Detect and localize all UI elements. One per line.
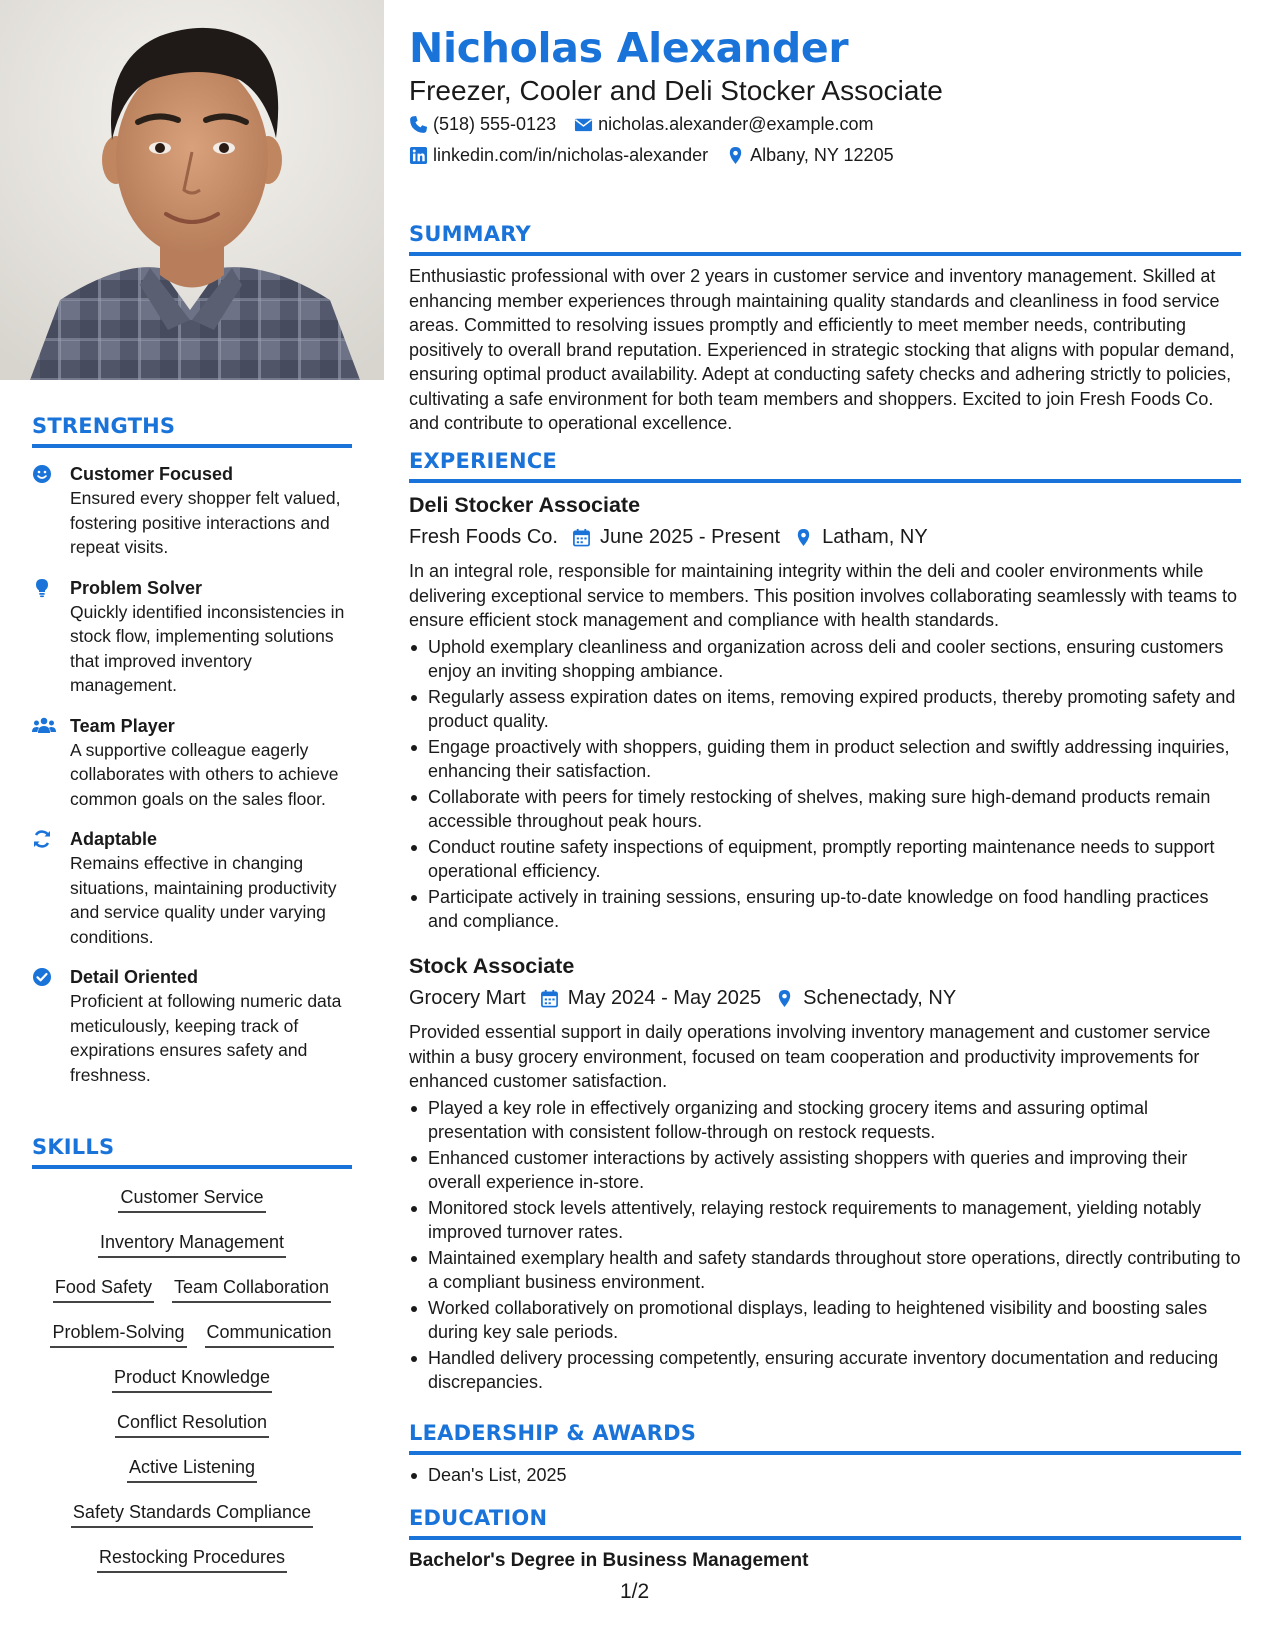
profile-photo [0,0,384,380]
strength-title: Adaptable [70,829,158,849]
strength-description: A supportive colleague eagerly collaborates with others to achieve common goals on the sales floor. [70,739,339,809]
sync-icon [32,827,70,949]
calendar-icon [558,528,600,547]
strength-item [32,714,352,812]
strengths-list [32,462,352,1087]
job-dates: June 2025 - Present [599,526,781,548]
sidebar [32,414,352,1103]
job-location: Latham, NY [822,526,928,548]
skill-tag: Active Listening [127,1455,257,1483]
strength-item [32,827,352,949]
job-entry [409,954,1241,1396]
strength-description: Quickly identified inconsistencies in stock flow, implementing solutions that improved inventory management. [70,601,345,695]
phone-text: (518) 555-0123 [433,114,557,134]
map-pin-icon [726,146,750,165]
map-pin-icon [780,528,822,547]
smile-icon [32,462,70,560]
job-meta [409,987,1241,1010]
section-divider [409,1451,1241,1455]
skill-tag: Inventory Management [98,1230,286,1258]
skill-tag: Communication [205,1320,334,1348]
bullet-item: Maintained exemplary health and safety standards throughout store operations, directly contributing to a compliant business environment. [409,1246,1241,1295]
job-bullets [409,1096,1241,1395]
page-number: 1/2 [620,1580,650,1603]
skill-tag: Conflict Resolution [115,1410,269,1438]
bullet-item: Participate actively in training sessions, ensuring up-to-date knowledge on food handling practices and compliance. [409,885,1241,934]
bullet-item: Engage proactively with shoppers, guiding them in product selection and swiftly addressing inquiries, enhancing their satisfaction. [409,735,1241,784]
skill-tag: Restocking Procedures [97,1545,287,1573]
job-title: Deli Stocker Associate [409,493,641,517]
bullet-item: Conduct routine safety inspections of equipment, promptly reporting maintenance needs to support operational efficiency. [409,835,1241,884]
contact-row-2 [409,145,912,166]
phone-contact[interactable] [409,114,556,135]
bullet-item: Collaborate with peers for timely restocking of shelves, making sure high-demand products remain accessible throughout peak hours. [409,785,1241,834]
portrait-illustration [0,0,384,380]
strength-item [32,965,352,1087]
job-entry [409,493,1241,934]
envelope-icon [574,115,598,134]
skill-tag: Customer Service [118,1185,265,1213]
job-meta [409,526,1241,549]
strengths-section [32,414,352,1087]
left-column [0,0,384,1650]
bullet-item: Enhanced customer interactions by actively assisting shoppers with queries and improving their overall experience in-store. [409,1146,1241,1195]
job-title: Stock Associate [409,954,575,978]
section-divider [409,1536,1241,1540]
email-text: nicholas.alexander@example.com [598,114,874,134]
linkedin-text: linkedin.com/in/nicholas-alexander [433,145,709,165]
calendar-icon [526,989,568,1008]
section-divider [409,479,1241,483]
company-name: Fresh Foods Co. [409,526,558,548]
skill-tag: Product Knowledge [112,1365,272,1393]
skill-tag: Team Collaboration [172,1275,331,1303]
skill-tag: Problem-Solving [50,1320,186,1348]
skills-list [32,1185,352,1590]
summary-section [409,222,1241,436]
skills-heading: SKILLS [32,1135,115,1159]
company-name: Grocery Mart [409,987,526,1009]
lightbulb-icon [32,576,70,698]
users-icon [32,714,70,812]
skill-tag: Safety Standards Compliance [71,1500,313,1528]
skills-section [32,1135,352,1590]
bullet-item: Handled delivery processing competently, ensuring accurate inventory documentation and reducing discrepancies. [409,1346,1241,1395]
location-text: Albany, NY 12205 [750,145,894,165]
strength-title: Problem Solver [70,577,203,598]
job-description: In an integral role, responsible for maintaining integrity within the deli and cooler environments while delivering exceptional service to members. This position involves collaborating seamlessly with teams to ensure efficient stock management and compliance with health standards. [409,561,1238,630]
linkedin-icon [409,146,433,165]
bullet-item: Dean's List, 2025 [409,1463,1241,1488]
check-circle-icon [32,965,70,1087]
summary-text: Enthusiastic professional with over 2 years in customer service and inventory management. Skilled at enhancing member experiences through maintaining quality standards and cleanliness in food service areas. Committed to resolving issues promptly and efficiently to meet member needs, contributing positively to overall brand reputation. Experienced in strategic stocking that aligns with popular demand, ensuring optimal product availability. Adept at conducting safety checks and adhering strictly to policies, cultivating a safe environment for both team members and shoppers. Excited to join Fresh Foods Co. and contribute to operational excellence. [409,266,1235,433]
bullet-item: Played a key role in effectively organizing and stocking grocery items and assuring optimal presentation with consistent follow-through on restock requests. [409,1096,1241,1145]
map-pin-icon [761,989,803,1008]
bullet-item: Monitored stock levels attentively, relaying restock requirements to management, yielding notably improved turnover rates. [409,1196,1241,1245]
job-dates: May 2024 - May 2025 [567,987,762,1009]
skill-tag: Food Safety [53,1275,154,1303]
education-section [409,1506,1241,1572]
education-heading: EDUCATION [409,1506,548,1530]
section-divider [409,252,1241,256]
strength-description: Proficient at following numeric data meticulously, keeping track of expirations ensures safety and freshness. [70,991,342,1085]
strength-item [32,576,352,698]
summary-heading: SUMMARY [409,222,531,246]
email-contact[interactable] [574,114,873,135]
strength-title: Detail Oriented [70,967,199,987]
section-divider [32,1165,352,1169]
strength-title: Team Player [70,715,175,736]
strength-description: Ensured every shopper felt valued, fostering positive interactions and repeat visits. [70,488,341,557]
job-location: Schenectady, NY [803,987,957,1009]
location-contact [726,145,893,166]
strength-item [32,462,352,560]
experience-heading: EXPERIENCE [409,449,557,473]
leadership-heading: LEADERSHIP & AWARDS [409,1421,697,1445]
strengths-heading: STRENGTHS [32,414,176,438]
job-bullets [409,635,1241,934]
section-divider [32,444,352,448]
awards-list [409,1463,1241,1488]
experience-section [409,449,1241,935]
bullet-item: Uphold exemplary cleanliness and organization across deli and cooler sections, ensuring customers enjoy an inviting shopping ambiance. [409,635,1241,684]
bullet-item: Regularly assess expiration dates on items, removing expired products, thereby promoting safety and product quality. [409,685,1241,734]
candidate-name: Nicholas Alexander [409,24,849,72]
degree-title: Bachelor's Degree in Business Management [409,1550,809,1571]
leadership-section [409,1421,1241,1489]
linkedin-contact[interactable] [409,145,708,166]
candidate-role: Freezer, Cooler and Deli Stocker Associate [409,75,943,106]
strength-description: Remains effective in changing situations, maintaining productivity and service quality under varying conditions. [70,853,337,947]
phone-icon [409,115,433,134]
job-description: Provided essential support in daily operations involving inventory management and customer service within a busy grocery environment, focused on team cooperation and productivity improvements for enhanced customer satisfaction. [409,1022,1211,1091]
strength-title: Customer Focused [70,464,234,484]
bullet-item: Worked collaboratively on promotional displays, leading to heightened visibility and boosting sales during key sale periods. [409,1296,1241,1345]
contact-row-1 [409,114,892,135]
